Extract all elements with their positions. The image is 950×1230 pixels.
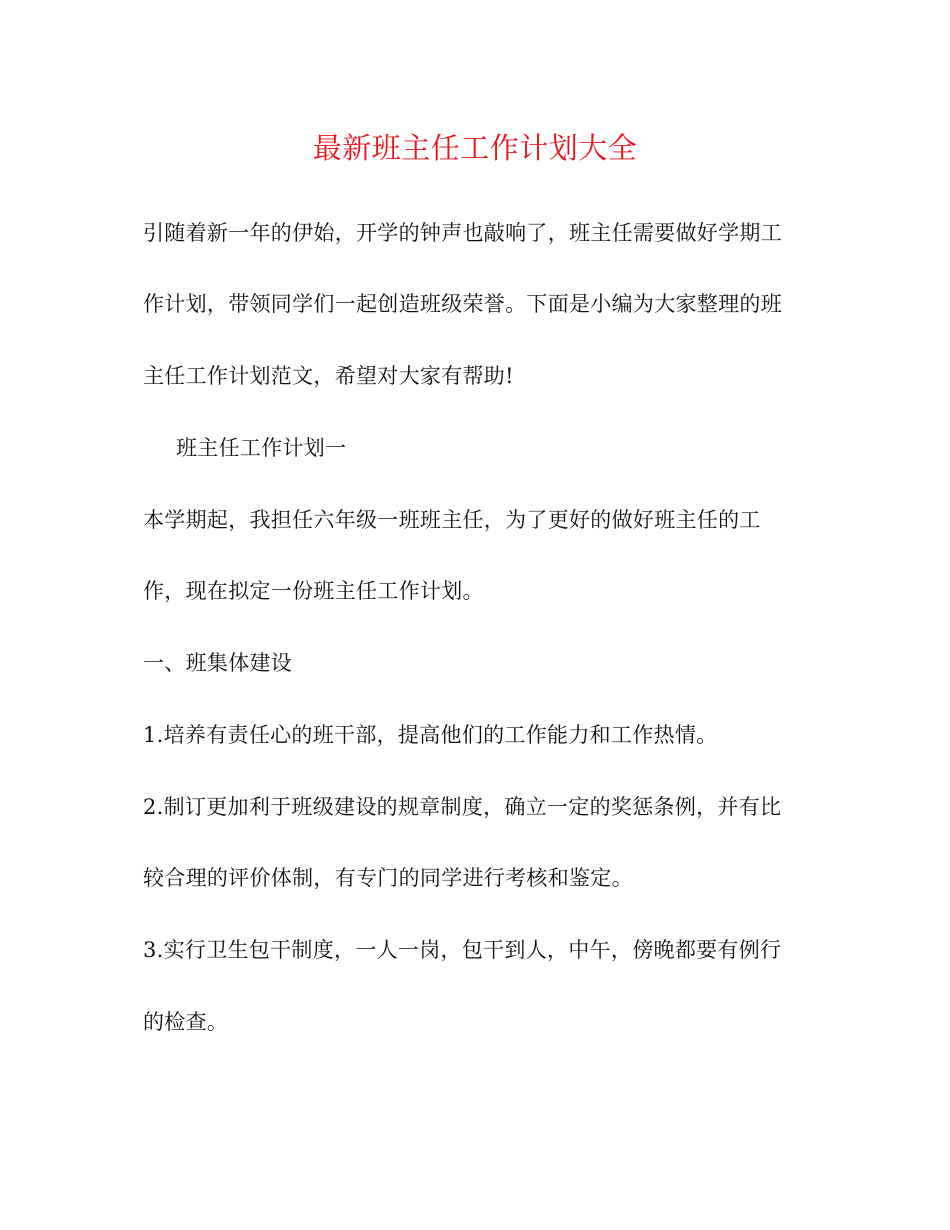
- section-heading-plan-one: 班主任工作计划一: [176, 436, 347, 460]
- subheading-class-building: 一、班集体建设: [143, 651, 293, 675]
- document-title: 最新班主任工作计划大全: [312, 131, 638, 165]
- paragraph-line-1: 本学期起，我担任六年级一班班主任，为了更好的做好班主任的工: [143, 508, 761, 532]
- paragraph-line-2: 作，现在拟定一份班主任工作计划。: [143, 579, 484, 603]
- list-item-1: 1.培养有责任心的班干部，提高他们的工作能力和工作热情。: [143, 723, 718, 747]
- list-item-2-line-2: 较合理的评价体制，有专门的同学进行考核和鉴定。: [143, 866, 633, 890]
- list-item-3-line-1: 3.实行卫生包干制度，一人一岗，包干到人，中午，傍晚都要有例行: [143, 938, 782, 962]
- intro-line-3: 主任工作计划范文，希望对大家有帮助!: [143, 364, 514, 388]
- list-item-2-line-1: 2.制订更加利于班级建设的规章制度，确立一定的奖惩条例，并有比: [143, 795, 782, 819]
- list-item-3-line-2: 的检查。: [143, 1010, 229, 1034]
- intro-line-2: 作计划，带领同学们一起创造班级荣誉。下面是小编为大家整理的班: [143, 292, 782, 316]
- intro-line-1: 引随着新一年的伊始，开学的钟声也敲响了，班主任需要做好学期工: [143, 221, 782, 245]
